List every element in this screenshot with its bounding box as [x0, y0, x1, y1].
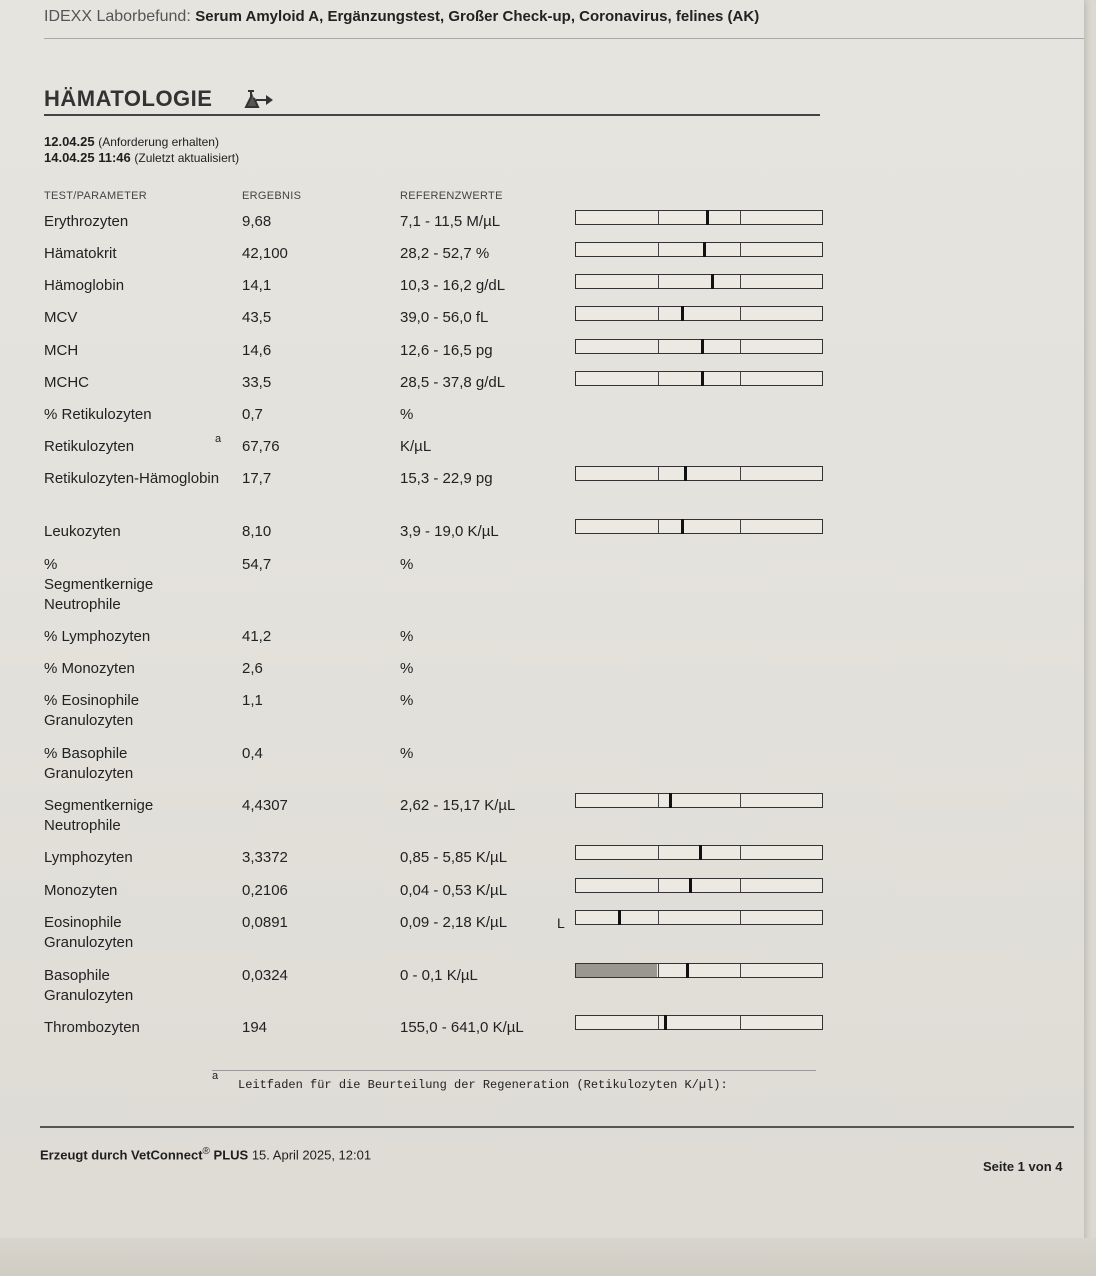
range-bar: [575, 793, 823, 808]
footer-divider: [40, 1126, 1074, 1128]
footer-date: 15. April 2025, 12:01: [251, 1147, 372, 1163]
column-header-reference: REFERENZWERTE: [400, 190, 503, 202]
row-parameter: Thrombozyten: [44, 1019, 140, 1036]
row-parameter: Monozyten: [44, 882, 118, 899]
report-label: IDEXX Laborbefund:: [44, 8, 191, 25]
row-parameter: Erythrozyten: [44, 213, 129, 230]
range-bar-divider: [740, 372, 741, 385]
range-bar: [575, 339, 823, 354]
row-value: 1,1: [242, 692, 263, 709]
range-bar-divider: [740, 846, 741, 859]
row-value: 67,76: [242, 438, 280, 455]
range-bar-divider: [658, 964, 659, 977]
range-bar-marker: [686, 963, 689, 978]
row-reference: K/µL: [400, 438, 432, 455]
row-parameter: Retikulozyten-Hämoglobin: [44, 470, 220, 487]
range-bar-divider: [658, 243, 659, 256]
row-parameter: Eosinophile Granulozyten: [44, 914, 134, 951]
row-parameter: % Lymphozyten: [44, 628, 151, 645]
footnote-text: Leitfaden für die Beurteilung der Regeneration (Retikulozyten K/µl):: [238, 1078, 728, 1092]
header-divider: [44, 38, 1084, 39]
row-value: 41,2: [242, 628, 272, 645]
received-note: (Anforderung erhalten): [98, 135, 219, 149]
range-bar: [575, 306, 823, 321]
row-value: 0,0891: [242, 914, 288, 931]
range-bar-divider: [740, 1016, 741, 1029]
range-bar: [575, 963, 823, 978]
row-parameter: % Retikulozyten: [44, 406, 152, 423]
row-value: 42,100: [242, 245, 288, 262]
row-reference: 10,3 - 16,2 g/dL: [400, 277, 506, 294]
row-reference: %: [400, 660, 414, 677]
range-bar-marker: [684, 466, 687, 481]
range-bar-divider: [740, 211, 741, 224]
row-reference: %: [400, 556, 414, 573]
row-value: 43,5: [242, 309, 272, 326]
range-bar-marker: [664, 1015, 667, 1030]
desk-surface: [0, 1238, 1096, 1276]
range-bar-shaded: [576, 964, 657, 977]
range-bar-marker: [669, 793, 672, 808]
range-bar-divider: [658, 879, 659, 892]
flask-arrow-icon[interactable]: [244, 88, 274, 110]
row-reference: %: [400, 692, 414, 709]
footnote-mark: a: [212, 1070, 219, 1082]
range-bar-divider: [740, 243, 741, 256]
range-bar: [575, 878, 823, 893]
footer-prefix: Erzeugt durch VetConnect: [40, 1147, 203, 1163]
column-header-result: ERGEBNIS: [242, 190, 302, 202]
page-number: Seite 1 von 4: [983, 1159, 1063, 1174]
row-parameter: Hämatokrit: [44, 245, 117, 262]
range-bar-marker: [703, 242, 706, 257]
row-reference: 3,9 - 19,0 K/µL: [400, 523, 499, 540]
row-reference: 39,0 - 56,0 fL: [400, 309, 489, 326]
range-bar-divider: [658, 794, 659, 807]
range-bar-divider: [658, 211, 659, 224]
footer-plus: PLUS: [213, 1147, 249, 1163]
row-parameter: Retikulozyten: [44, 438, 135, 455]
range-bar-marker: [689, 878, 692, 893]
range-bar-divider: [658, 340, 659, 353]
section-title: HÄMATOLOGIE: [44, 86, 213, 111]
range-bar-marker: [699, 845, 702, 860]
updated-date: 14.04.25 11:46: [44, 150, 131, 165]
range-bar: [575, 210, 823, 225]
column-header-parameter: TEST/PARAMETER: [44, 190, 148, 202]
row-reference: 28,5 - 37,8 g/dL: [400, 374, 506, 391]
row-footnote-mark: a: [215, 433, 222, 445]
row-flag-low: L: [557, 915, 565, 931]
range-bar: [575, 910, 823, 925]
row-parameter: Lymphozyten: [44, 849, 133, 866]
range-bar-marker: [681, 519, 684, 534]
row-parameter: MCHC: [44, 374, 89, 391]
row-value: 4,4307: [242, 797, 288, 814]
row-reference: 7,1 - 11,5 M/µL: [400, 213, 501, 230]
range-bar-marker: [701, 371, 704, 386]
row-value: 8,10: [242, 523, 272, 540]
row-parameter: Hämoglobin: [44, 277, 125, 294]
report-header: [44, 8, 759, 26]
row-parameter: Leukozyten: [44, 523, 121, 540]
range-bar-divider: [658, 275, 659, 288]
row-value: 194: [242, 1019, 268, 1036]
row-reference: 28,2 - 52,7 %: [400, 245, 490, 262]
range-bar: [575, 845, 823, 860]
range-bar-marker: [706, 210, 709, 225]
row-value: 54,7: [242, 556, 272, 573]
range-bar-divider: [740, 275, 741, 288]
updated-date-line: [44, 150, 239, 165]
range-bar-divider: [658, 1016, 659, 1029]
row-reference: 0,04 - 0,53 K/µL: [400, 882, 508, 899]
range-bar-divider: [740, 911, 741, 924]
row-parameter: MCH: [44, 342, 79, 359]
row-value: 0,4: [242, 745, 263, 762]
range-bar-divider: [740, 467, 741, 480]
range-bar-marker: [681, 306, 684, 321]
row-parameter: MCV: [44, 309, 78, 326]
row-reference: 2,62 - 15,17 K/µL: [400, 797, 516, 814]
row-parameter: % Segmentkernige Neutrophile: [44, 556, 154, 613]
range-bar-marker: [701, 339, 704, 354]
row-reference: 0,09 - 2,18 K/µL: [400, 914, 508, 931]
range-bar-divider: [658, 520, 659, 533]
row-value: 0,2106: [242, 882, 288, 899]
row-value: 2,6: [242, 660, 263, 677]
range-bar: [575, 1015, 823, 1030]
row-reference: 12,6 - 16,5 pg: [400, 342, 493, 359]
range-bar-divider: [740, 340, 741, 353]
row-reference: 0,85 - 5,85 K/µL: [400, 849, 508, 866]
row-value: 9,68: [242, 213, 272, 230]
range-bar: [575, 466, 823, 481]
row-parameter: Segmentkernige Neutrophile: [44, 797, 154, 834]
row-value: 3,3372: [242, 849, 288, 866]
row-parameter: % Eosinophile Granulozyten: [44, 692, 140, 729]
row-reference: 15,3 - 22,9 pg: [400, 470, 493, 487]
row-reference: %: [400, 745, 414, 762]
range-bar-divider: [740, 964, 741, 977]
range-bar-divider: [740, 879, 741, 892]
received-date-line: [44, 134, 219, 149]
row-value: 0,7: [242, 406, 263, 423]
row-value: 14,1: [242, 277, 272, 294]
row-reference: 155,0 - 641,0 K/µL: [400, 1019, 524, 1036]
range-bar-marker: [711, 274, 714, 289]
row-parameter: % Monozyten: [44, 660, 135, 677]
row-value: 33,5: [242, 374, 272, 391]
updated-note: (Zuletzt aktualisiert): [134, 151, 240, 165]
range-bar: [575, 274, 823, 289]
row-reference: %: [400, 406, 414, 423]
section-divider: [44, 114, 820, 116]
row-value: 0,0324: [242, 967, 288, 984]
row-value: 14,6: [242, 342, 272, 359]
range-bar-divider: [658, 846, 659, 859]
row-parameter: Basophile Granulozyten: [44, 967, 134, 1004]
footer-generated-by: [40, 1146, 371, 1162]
range-bar-divider: [658, 372, 659, 385]
registered-mark: ®: [202, 1146, 210, 1157]
range-bar-divider: [740, 794, 741, 807]
row-parameter: % Basophile Granulozyten: [44, 745, 134, 782]
range-bar-divider: [658, 307, 659, 320]
range-bar-divider: [740, 520, 741, 533]
range-bar: [575, 519, 823, 534]
row-reference: %: [400, 628, 414, 645]
row-reference: 0 - 0,1 K/µL: [400, 967, 478, 984]
range-bar-divider: [658, 911, 659, 924]
range-bar: [575, 242, 823, 257]
received-date: 12.04.25: [44, 134, 95, 149]
row-value: 17,7: [242, 470, 272, 487]
report-title: Serum Amyloid A, Ergänzungstest, Großer Check-up, Coronavirus, felines (AK): [195, 8, 760, 25]
footnote-divider: [212, 1070, 816, 1071]
range-bar-divider: [658, 467, 659, 480]
range-bar-divider: [740, 307, 741, 320]
range-bar: [575, 371, 823, 386]
range-bar-marker: [618, 910, 621, 925]
